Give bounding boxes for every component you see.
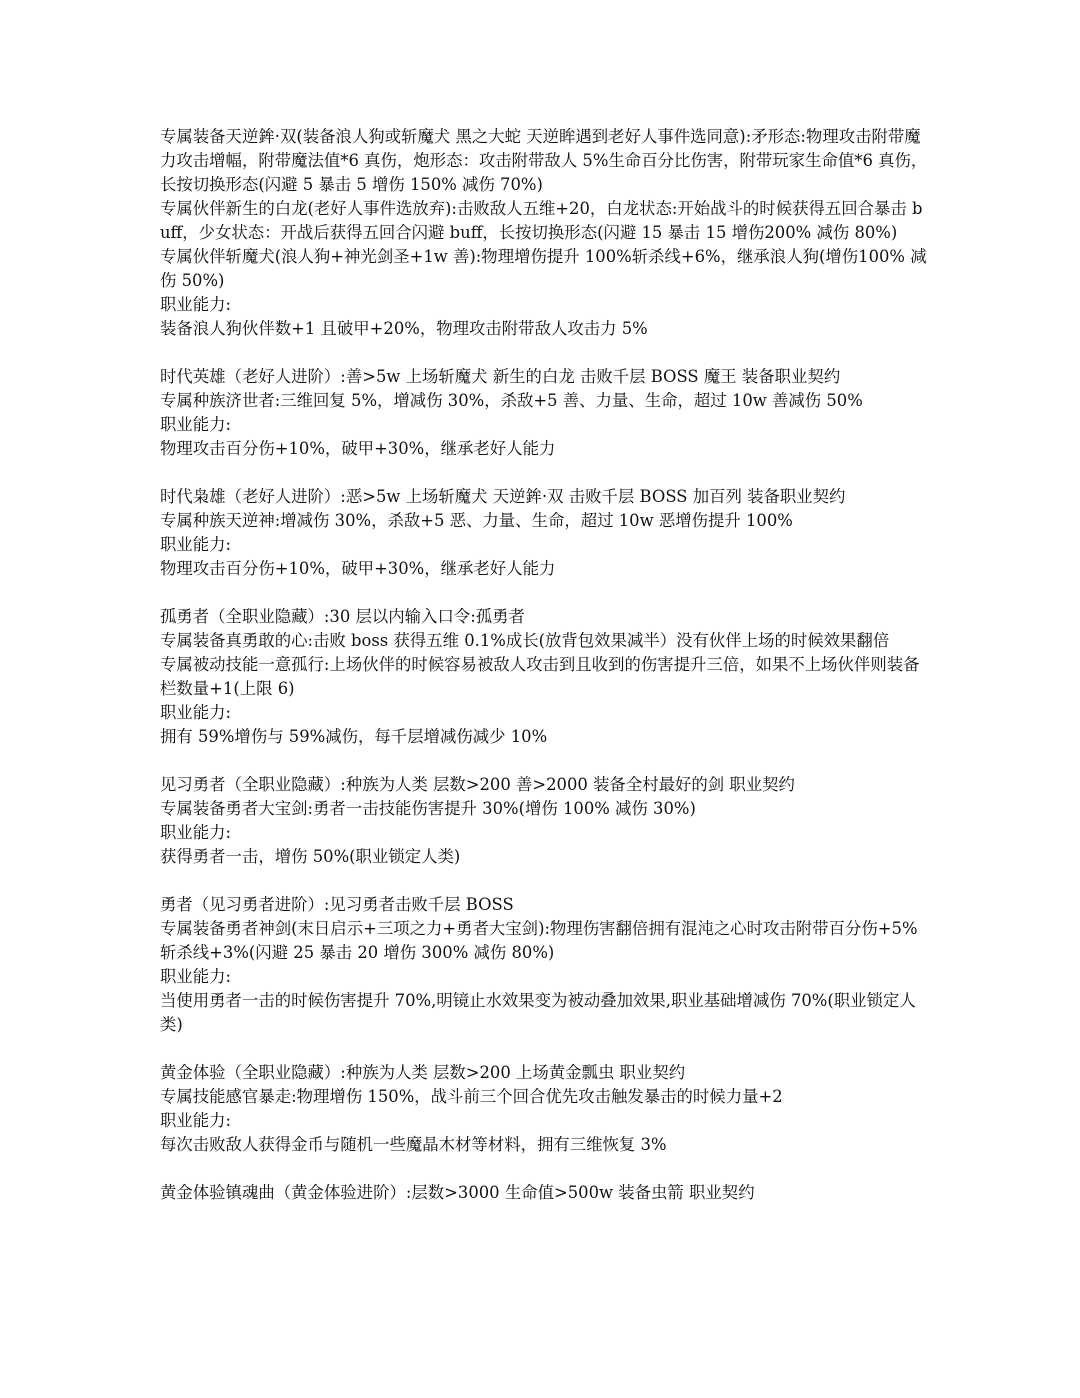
text-line: 职业能力: <box>160 703 232 722</box>
text-block <box>160 1061 928 1157</box>
text-block <box>160 893 928 1037</box>
text-block <box>160 605 928 749</box>
text-line: 获得勇者一击，增伤 50%(职业锁定人类) <box>160 847 461 866</box>
text-line: 专属伙伴斩魔犬(浪人狗+神光剑圣+1w 善):物理增伤提升 100%斩杀线+6%，继承浪人狗(增伤100% 减伤 50%) <box>160 247 927 290</box>
text-line: 时代枭雄（老好人进阶）:恶>5w 上场斩魔犬 天逆鉾·双 击败千层 BOSS 加百列 装备职业契约 <box>160 487 846 506</box>
text-line: 专属装备真勇敢的心:击败 boss 获得五维 0.1%成长(放背包效果减半）没有伙伴上场的时候效果翻倍 <box>160 631 890 650</box>
text-block <box>160 125 928 341</box>
text-line: 专属种族济世者:三维回复 5%，增减伤 30%，杀敌+5 善、力量、生命，超过 10w 善减伤 50% <box>160 391 863 410</box>
text-line: 职业能力: <box>160 415 232 434</box>
text-line: 专属种族天逆神:增减伤 30%，杀敌+5 恶、力量、生命，超过 10w 恶增伤提升 100% <box>160 511 793 530</box>
text-line: 拥有 59%增伤与 59%减伤，每千层增减伤减少 10% <box>160 727 548 746</box>
text-line: 孤勇者（全职业隐藏）:30 层以内输入口令:孤勇者 <box>160 607 525 626</box>
text-line: 勇者（见习勇者进阶）:见习勇者击败千层 BOSS <box>160 895 514 914</box>
text-line: 物理攻击百分伤+10%，破甲+30%，继承老好人能力 <box>160 559 556 578</box>
text-line: 专属伙伴新生的白龙(老好人事件选放弃):击败敌人五维+20，白龙状态:开始战斗的时候获得五回合暴击 buff，少女状态：开战后获得五回合闪避 buff，长按切换形态(闪避 15 暴击 15 增伤200% 减伤 80%) <box>160 199 923 242</box>
text-line: 专属装备天逆鉾·双(装备浪人狗或斩魔犬 黑之大蛇 天逆眸遇到老好人事件选同意):矛形态:物理攻击附带魔力攻击增幅，附带魔法值*6 真伤，炮形态：攻击附带敌人 5%生命百分比伤害，附带玩家生命值*6 真伤，长按切换形态(闪避 5 暴击 5 增伤 150% 减伤 70%) <box>160 127 928 194</box>
text-line: 当使用勇者一击的时候伤害提升 70%,明镜止水效果变为被动叠加效果,职业基础增减伤 70%(职业锁定人类) <box>160 991 916 1034</box>
text-line: 职业能力: <box>160 823 232 842</box>
text-line: 专属技能感官暴走:物理增伤 150%，战斗前三个回合优先攻击触发暴击的时候力量+2 <box>160 1087 783 1106</box>
text-line: 专属被动技能一意孤行:上场伙伴的时候容易被敌人攻击到且收到的伤害提升三倍，如果不上场伙伴则装备栏数量+1(上限 6) <box>160 655 920 698</box>
text-block <box>160 485 928 581</box>
text-line: 专属装备勇者大宝剑:勇者一击技能伤害提升 30%(增伤 100% 减伤 30%) <box>160 799 696 818</box>
document-body <box>160 125 928 1229</box>
text-line: 物理攻击百分伤+10%，破甲+30%，继承老好人能力 <box>160 439 556 458</box>
text-block <box>160 365 928 461</box>
text-line: 时代英雄（老好人进阶）:善>5w 上场斩魔犬 新生的白龙 击败千层 BOSS 魔王 装备职业契约 <box>160 367 841 386</box>
text-block <box>160 773 928 869</box>
text-line: 职业能力: <box>160 967 232 986</box>
text-line: 专属装备勇者神剑(末日启示+三项之力+勇者大宝剑):物理伤害翻倍拥有混沌之心时攻击附带百分伤+5%斩杀线+3%(闪避 25 暴击 20 增伤 300% 减伤 80%) <box>160 919 918 962</box>
text-line: 见习勇者（全职业隐藏）:种族为人类 层数>200 善>2000 装备全村最好的剑 职业契约 <box>160 775 795 794</box>
text-line: 装备浪人狗伙伴数+1 且破甲+20%，物理攻击附带敌人攻击力 5% <box>160 319 648 338</box>
text-line: 黄金体验镇魂曲（黄金体验进阶）:层数>3000 生命值>500w 装备虫箭 职业契约 <box>160 1183 755 1202</box>
text-line: 职业能力: <box>160 535 232 554</box>
text-line: 职业能力: <box>160 1111 232 1130</box>
text-line: 黄金体验（全职业隐藏）:种族为人类 层数>200 上场黄金瓢虫 职业契约 <box>160 1063 686 1082</box>
text-line: 职业能力: <box>160 295 232 314</box>
text-line: 每次击败敌人获得金币与随机一些魔晶木材等材料，拥有三维恢复 3% <box>160 1135 667 1154</box>
text-block <box>160 1181 928 1205</box>
